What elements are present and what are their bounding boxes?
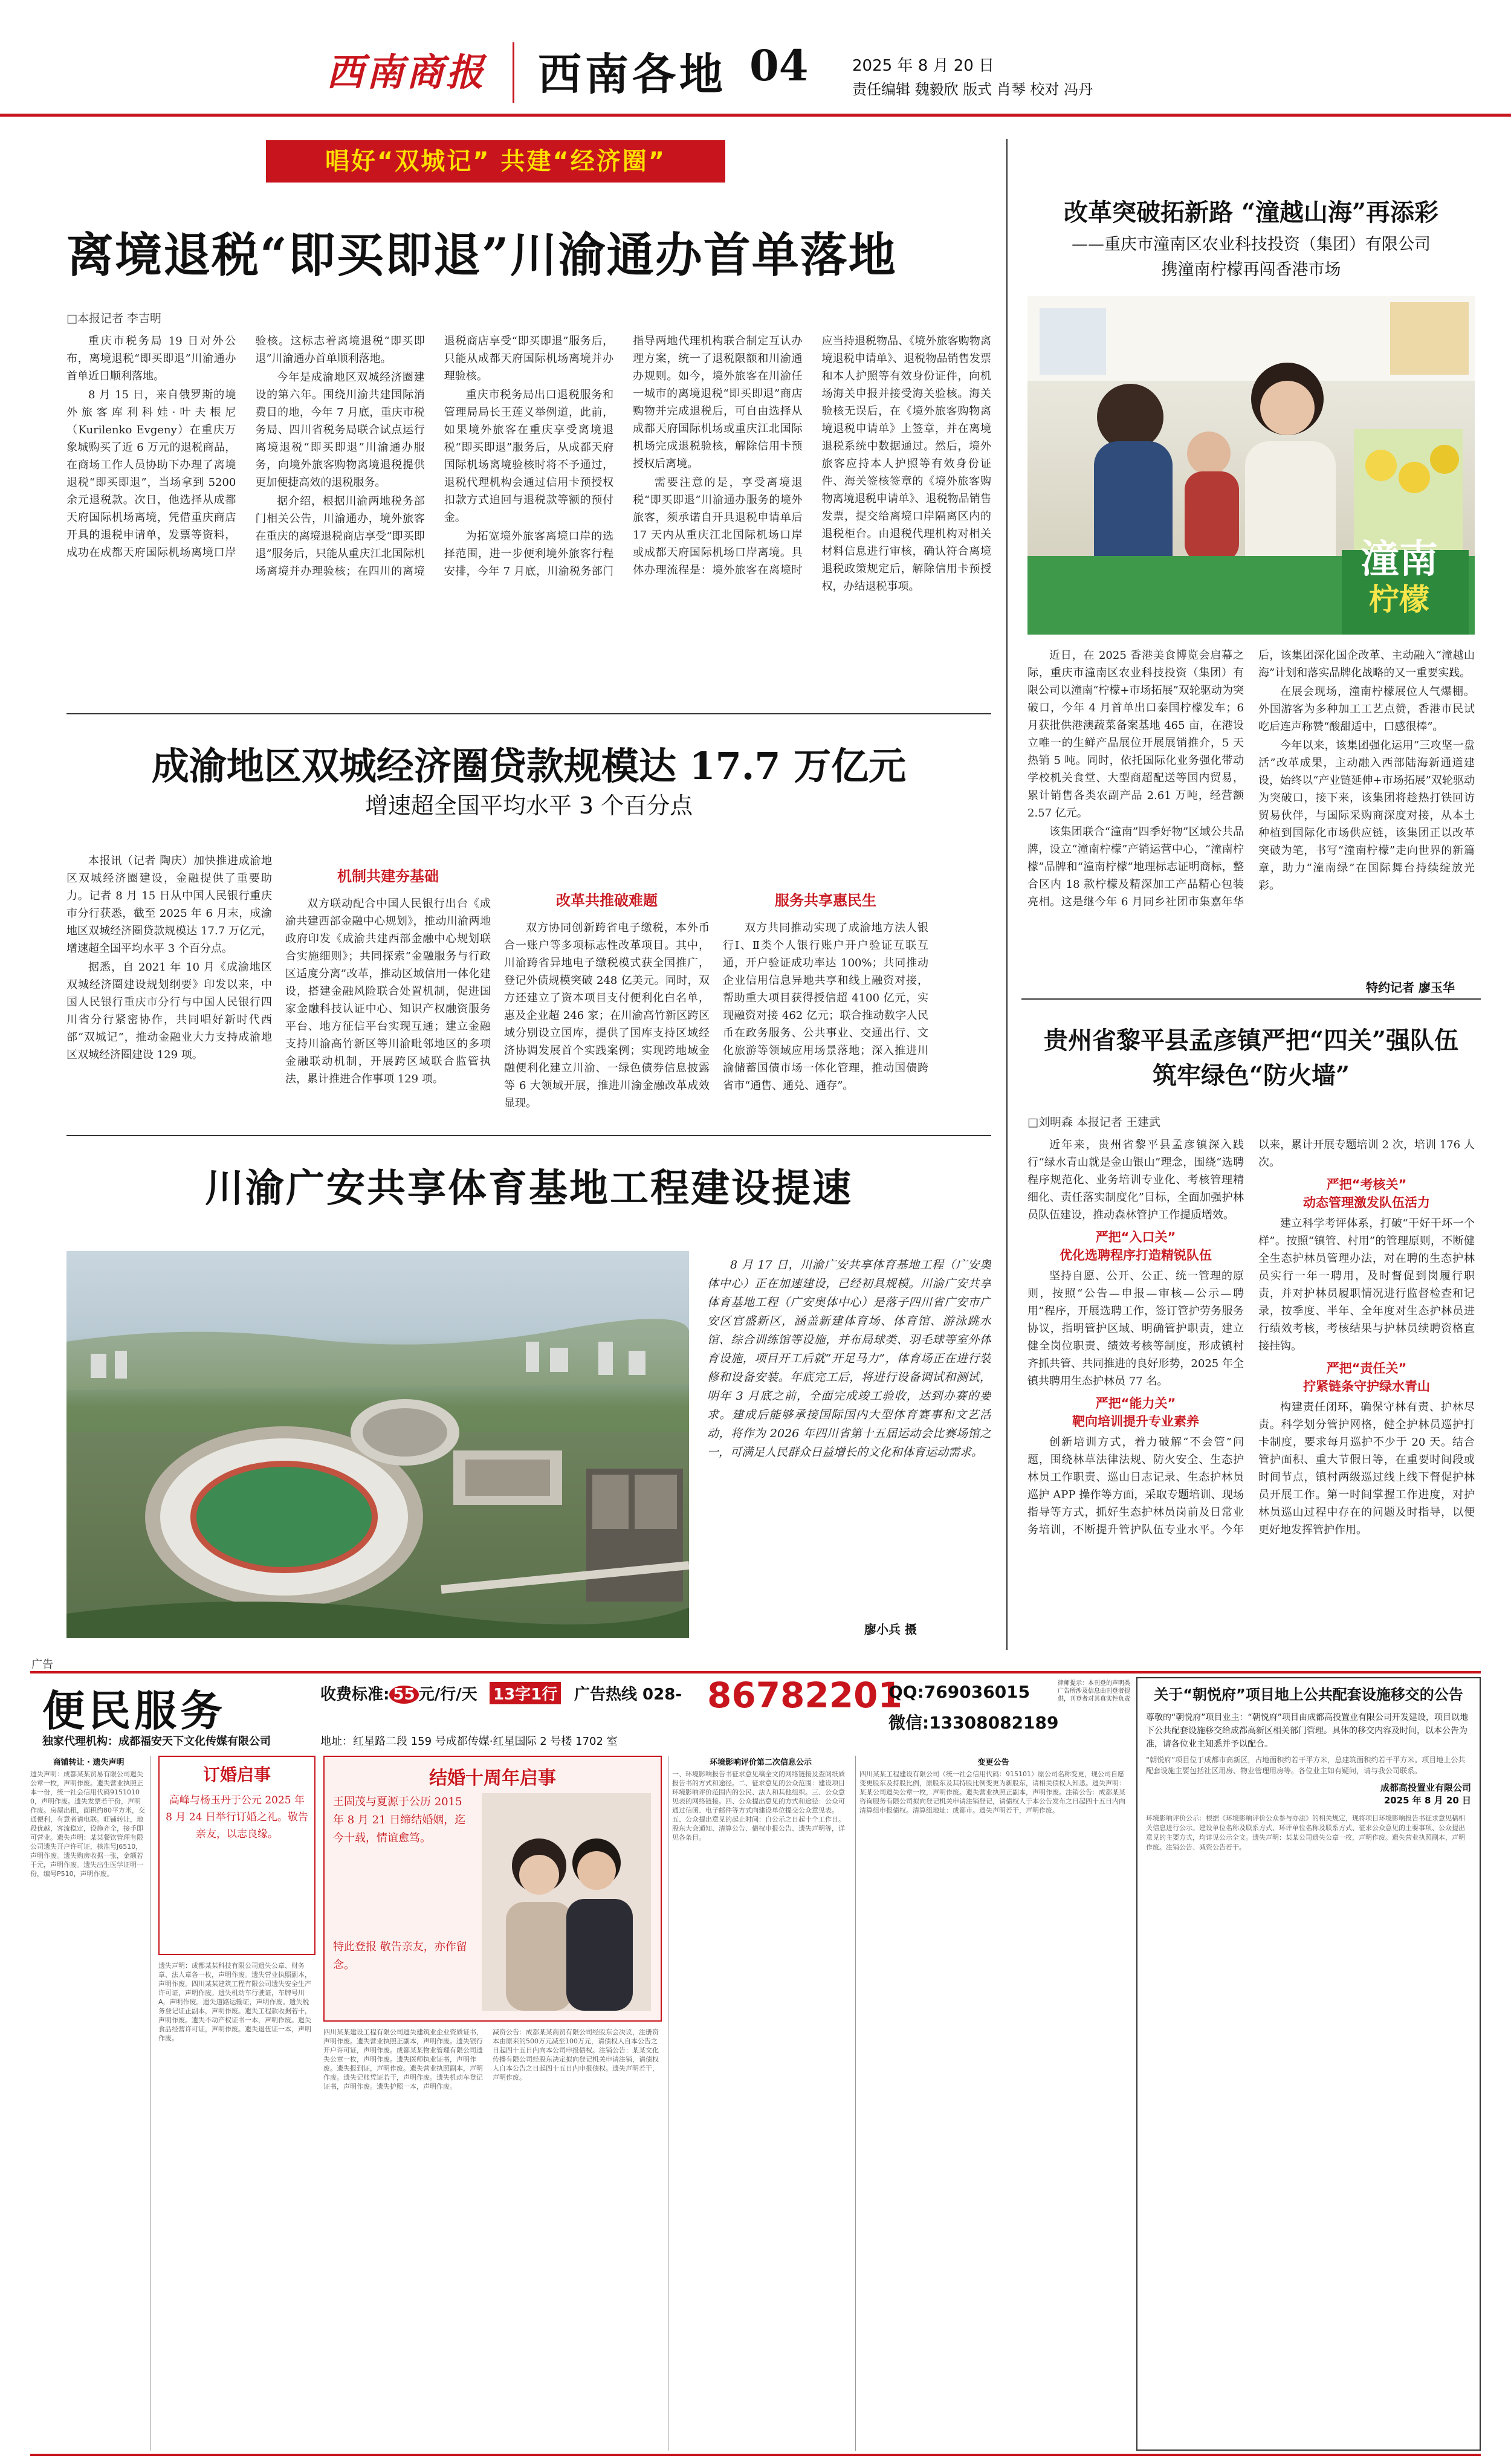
classified-column: 减资公告：成都某某商贸有限公司经股东会决议，注册资本由原来的500万元减至100万元，请债权人自本公告之日起四十五日内向本公司申报债权。注销公告：某某文化传播有限公司经股东决定拟向登记机关申请注销，请债权人自本公告之日起四十五日内申报债权。遗失声明若干，声明作废。 <box>493 2028 659 2081</box>
hotline-label: 广告热线 028- <box>574 1686 682 1704</box>
article1-para: 为拓宽境外旅客离境口岸的选择范围，进一步便利境外旅客行程安排，今年 7 月底，川渝税务部门指导两地代理机构联合制定互认办理方案，统一了退税限额和川渝通办规则。如今，境外旅客在川渝任一城市的离境退税“即买即退”商店购物并完成退税后，可自由选择从成都天府国际机场或重庆江北国际机场完成退税验核，解除信用卡预授权后离境。 <box>444 335 803 578</box>
engagement-notice <box>158 1756 315 1955</box>
price-unit: 元/行/天 <box>418 1686 477 1704</box>
divider <box>66 713 991 714</box>
section-head: 改革共推破难题 <box>556 892 658 909</box>
column-divider <box>1006 139 1008 1650</box>
env-notice-title: 环境影响评价第二次信息公示 <box>709 1758 812 1767</box>
price-box <box>320 1682 477 1704</box>
masthead-logo: 西南商报 <box>326 50 487 94</box>
section-head: 服务共享惠民生 <box>775 892 876 909</box>
ads-label: 广告 <box>31 1658 53 1671</box>
article5-body <box>1027 1136 1475 1632</box>
section-head: 机制共建夯基础 <box>337 868 439 885</box>
engagement-title: 订婚启事 <box>202 1765 271 1785</box>
divider <box>66 1135 991 1136</box>
article2-lead-para: 据悉，自 2021 年 10 月《成渝地区双城经济圈建设规划纲要》印发以来，中国人民银行重庆市分行与中国人民银行四川省分行紧密协作，共同唱好新时代西部“双城记”，推动金融业大力支持成渝地区双城经济圈建设 129 项。 <box>66 961 272 1061</box>
service-title: 便民服务 <box>42 1686 226 1736</box>
section-text: 双方共同推动实现了成渝地方法人银行Ⅰ、Ⅱ类个人银行账户开户验证互联互通，开户验证成功率达 100%；共同推动企业信用信息异地共享和线上融资对接，帮助重大项目获得授信超 4100 亿元，实现融资对接 462 亿元；联合推动数字人民币在政务服务、公共事业、交通出行、文化旅游等领域应用场景落地；深入推进川渝储蓄国债市场一体化管理，推动国债跨省市“通售、通兑、通存”。 <box>723 922 928 1092</box>
article2-lead <box>66 852 272 1118</box>
handover-sign: 成都高投置业有限公司 <box>1380 1782 1471 1793</box>
change-notice-title: 变更公告 <box>977 1758 1009 1767</box>
price-value: 55 <box>389 1686 418 1704</box>
classified-column: 遗失声明：成都某某科技有限公司遗失公章、财务章、法人章各一枚，声明作废。遗失营业执照副本，声明作废。四川某某建筑工程有限公司遗失安全生产许可证，声明作废。遗失机动车行驶证，车牌号川A，声明作废。遗失道路运输证，声明作废。遗失税务登记证正副本，声明作废。遗失工程款收据若干，声明作废。遗失不动产权证书一本，声明作废。遗失食品经营许可证，声明作废。遗失退伍证一本，声明作废。 <box>158 1962 311 2042</box>
section-text: 双方协同创新跨省电子缴税，本外币合一账户等多项标志性改革项目。其中，川渝跨省异地电子缴税模式获全国推广，登记外债规模突破 248 亿美元。同时，双方还建立了资本项目支付便利化白名单，惠及企业超 246 家；在川渝高竹新区跨区域分别设立国库，提供了国库支持区域经济协调发展首个实践案例；实现跨地域金融便利化建立川渝、一绿色债券信息披露等 6 大领域开展，推进川渝金融改革成效显现。 <box>504 922 710 1110</box>
article1-para: 8 月 15 日，来自俄罗斯的境外旅客库利科娃·叶夫根尼（Kurilenko Evgeny）在重庆万象城购买了近 6 万元的退税商品，在商场工作人员协助下办理了离境退税“即买即退”，当场拿到 5200 余元退税款。次日，他选择从成都天府国际机场离境，凭借重庆商店开具的退税申请单，发票等资料，成功在成都天府国际机场离境口岸验核。这标志着离境退税“即买即退”川渝通办首单顺利落地。 <box>66 335 425 559</box>
section-head: 严把“责任关” <box>1326 1361 1407 1376</box>
classified-heading: 商铺转让 · 遗失声明 <box>53 1758 125 1767</box>
ads-address: 地址：红星路二段 159 号成都传媒·红星国际 2 号楼 1702 室 <box>320 1735 618 1748</box>
article2-section <box>723 852 928 1118</box>
article4-credit: 特约记者 廖玉华 <box>1366 980 1455 995</box>
article5-byline: □刘明森 本报记者 王建武 <box>1027 1116 1161 1129</box>
stadium-illustration <box>66 1251 689 1638</box>
article4-subtitle: ——重庆市潼南区农业科技投资（集团）有限公司 <box>1072 235 1431 254</box>
price-label: 收费标准: <box>320 1686 390 1704</box>
article1-para: 重庆市税务局 19 日对外公布，离境退税“即买即退”川渝通办首单近日顺利落地。 <box>66 335 236 383</box>
article2-subtitle: 增速超全国平均水平 3 个百分点 <box>364 792 693 819</box>
classified-column: 变更公告 四川某某工程建设有限公司（统一社会信用代码：915101）原公司名称变更，现公司自愿变更股东及持股比例，原股东及其持股比例变更为新股东，请相关债权人知悉。遗失声明：某某公司遗失公章一枚，声明作废。遗失营业执照正副本，声明作废。注销公告：成都某某咨询服务有限公司拟向登记机关申请注销登记，请债权人于本公告发布之日起四十五日内向清算组申报债权。清算组地址：成都市。遗失声明若干，声明作废。 <box>855 1756 1127 2451</box>
article1-para: 据介绍，根据川渝两地税务部门相关公告，川渝通办，境外旅客在重庆的离境退税商店享受“即买即退”服务后，只能从重庆江北国际机场离境并办理验核；在四川的离境退税商店享受“即买即退”服务后，只能从成都天府国际机场离境并办理验核。 <box>255 335 614 578</box>
section-head: 严把“入口关” <box>1095 1230 1176 1244</box>
section-text: 双方联动配合中国人民银行出台《成渝共建西部金融中心规划》，推动川渝两地政府印发《成渝共建西部金融中心规划联合实施细则》；共同探索“金融服务与行政区适度分离”改革，推动区域信用一体化建设，搭建金融风险联合处置机制，促进国家金融科技认证中心、知识产权融资服务平台、地方征信平台实现互通；建立金融支持川渝高竹新区等川渝毗邻地区的多项金融联动机制，开展跨区域联合监管执法，累计推进合作事项 129 项。 <box>285 897 491 1085</box>
anniversary-title: 结婚十周年启事 <box>429 1768 556 1789</box>
article1-body <box>66 332 991 701</box>
article4-para: 今年以来，该集团强化运用“三攻坚一盘活”改革成果，主动融入西部陆海新通道建设，始终以“产业链延伸+市场拓展”双轮驱动为突破口，接下来，该集团将趁热打铁回访贸易伙伴，与国际采购商深度对接，从本土种植到国际化市场供应链，该集团正以改革突破为笔，书写“潼南柠檬”走向世界的新篇章，助力“潼南绿”在国际舞台持续绽放光彩。 <box>1258 739 1475 892</box>
ads-bottom-rule <box>30 2454 1481 2456</box>
section-title: 西南各地 <box>538 48 727 100</box>
handover-text: 尊敬的“朝悦府”项目业主：“朝悦府”项目由成都高投置业有限公司开发建设，项目以地下公共配套设施移交给成都高新区相关部门管理。具体的移交内容及时间，以本公告为准，请各位业主知悉并予以配合。 <box>1146 1713 1469 1749</box>
article2-section <box>285 852 491 1118</box>
article3-text: 8 月 17 日，川渝广安共享体育基地工程（广安奥体中心）正在加速建设，已经初具规模。川渝广安共享体育基地工程（广安奥体中心）是落子四川省广安市广安区官盛新区，涵盖新建体育场、体育馆、游泳跳水馆、综合训练馆等设施，并布局球类、羽毛球等室外体育设施，项目开工后就“开足马力”，体育场正在进行装修和设备安装。年底完工后，将进行设备调试和测试，明年 3 月底之前，全面完成竣工验收，达到办赛的要求。建成后能够承接国际国内大型体育赛事和文艺活动，将作为 2026 年四川省第十五届运动会比赛场馆之一，可满足人民群众日益增长的文化和体育运动需求。 <box>707 1258 991 1459</box>
article1-byline: □本报记者 李吉明 <box>66 312 161 325</box>
issue-date: 2025 年 8 月 20 日 <box>852 57 995 75</box>
article4-title: 改革突破拓新路 “潼越山海”再添彩 <box>1064 198 1438 227</box>
article2-title: 成渝地区双城经济圈贷款规模达 17.7 万亿元 <box>151 744 907 788</box>
section-text: 坚持自愿、公开、公正、统一管理的原则，按照“公告—申报—审核—公示—聘用”程序，开展选聘工作，签订管护劳务服务协议，指明管护区域、明确管护职责，建立健全岗位职责、绩效考核等制度，形成镇村齐抓共管、共同推进的良好形势，2025 年全镇共聘用生态护林员 77 名。 <box>1027 1270 1244 1388</box>
hotline-number: 86782201 <box>707 1675 902 1716</box>
price-note: 13字1行 <box>490 1682 561 1704</box>
article5-title2: 筑牢绿色“防火墙” <box>1152 1061 1350 1090</box>
article4-subtitle2: 携潼南柠檬再闯香港市场 <box>1161 260 1341 279</box>
section-head: 严把“考核关” <box>1326 1177 1407 1192</box>
handover-title: 关于“朝悦府”项目地上公共配套设施移交的公告 <box>1154 1686 1463 1703</box>
byline-box-icon: □ <box>66 312 77 325</box>
section-text: 建立科学考评体系，打破“干好干坏一个样”。按照“镇管、村用”的管理原则，不断健全生态护林员管理办法，对在聘的生态护林员实行一年一聘用，及时督促到岗履行职责，并对护林员履职情况进行监督检查和记录，按季度、半年、全年度对生态护林员进行绩效考核，考核结果与护林员续聘资格直接挂钩。 <box>1258 1217 1475 1353</box>
wechat-contact: 微信:13308082189 <box>888 1713 1059 1733</box>
editors-line: 责任编辑 魏毅欣 版式 肖琴 校对 冯丹 <box>852 81 1093 98</box>
lawyer-notice: 律师提示：本刊登的声明类广告所涉及信息由刊登者提供，刊登者对其真实性负责 <box>1058 1680 1130 1702</box>
section-subhead: 拧紧链条守护绿水青山 <box>1303 1379 1430 1394</box>
classified-column: 环境影响评价第二次信息公示 一、环境影响报告书征求意见稿全文的网络链接及查阅纸质报告书的方式和途径。二、征求意见的公众范围：建设项目环境影响评价范围内的公民、法人和其他组织。三、公众意见表的网络链接。四、公众提出意见的方式和途径：公众可通过信函、电子邮件等方式向建设单位提交公众意见表。五、公众提出意见的起止时间：自公示之日起十个工作日。股东大会通知、清算公告、债权申报公告、遗失声明等，详见各条目。 <box>668 1756 849 2451</box>
lemon-booth-photo <box>1027 296 1475 635</box>
article5-title: 贵州省黎平县孟彦镇严把“四关”强队伍 <box>1043 1026 1458 1055</box>
section-head: 严把“能力关” <box>1095 1396 1176 1411</box>
couple-photo <box>482 1793 651 2011</box>
article4-para: 近日，在 2025 香港美食博览会启幕之际，重庆市潼南区农业科技投资（集团）有限公司以潼南“柠檬+市场拓展”双轮驱动为突破口，今年 4 月首单出口泰国柠檬发车；6 月获批供港澳蔬菜备案基地 465 亩，在港设立唯一的生鲜产品展位开展展销推介，5 天热销 5 吨。同时，依托国际化业务强化带动学校机关食堂、大型商超配送等国内贸易，累计销售各类农副产品 2.61 万吨，经营额 2.57 亿元。 <box>1027 649 1244 820</box>
section-text: 创新培训方式，着力破解“不会管”问题，围绕林草法律法规、防火安全、生态护林员工作职责、巡山日志记录、生态护林员巡护 APP 操作等方面，采取专题培训、现场指导等方式，抓好生态护林员岗前及日常业务培训，不断提升管护队伍专业水平。今年以来，累计开展专题培训 2 次，培训 176 人次。 <box>1027 1139 1475 1536</box>
masthead-divider <box>513 42 514 103</box>
article4-para: 该集团联合“潼南”四季好物”区域公共品牌，设立“潼南柠檬”产销运营中心，“潼南柠檬”品牌和“潼南柠檬”地理标志证明商标，整合区内 18 款柠檬及精深加工产品精心包装亮相。这是继今年 6 月同乡社团市集嘉年华后，该集团深化国企改革、主动融入“潼越山海”计划和落实品牌化战略的又一重要实践。 <box>1027 649 1475 908</box>
article3-title: 川渝广安共享体育基地工程建设提速 <box>205 1166 853 1211</box>
page-number: 04 <box>749 40 809 91</box>
anniversary-note: 特此登报 敬告亲友，亦作留念。 <box>333 1941 467 1971</box>
article1-para: 重庆市税务局出口退税服务和管理局局长王莲义举例道，此前，如果境外旅客在重庆享受离境退税“即买即退”服务后，从成都天府国际机场离境验核时将不予通过，退税代理机构会通过信用卡预授权扣款方式追回与退税款等额的预付金。 <box>444 389 614 524</box>
masthead <box>0 0 1511 127</box>
theme-banner <box>266 140 725 183</box>
article3-credit: 廖小兵 摄 <box>864 1622 917 1637</box>
theme-banner-text: 唱好“双城记” 共建“经济圈” <box>325 147 667 175</box>
booth-sign <box>1330 538 1469 618</box>
article2-lead-para: 本报讯（记者 陶庆）加快推进成渝地区双城经济圈建设，金融提供了重要助力。记者 8 月 15 日从中国人民银行重庆市分行获悉，截至 2025 年 6 月末，成渝地区双城经济圈贷款规模达 17.7 万亿元，增速超全国平均水平 3 个百分点。 <box>66 855 272 955</box>
article1-para: 今年是成渝地区双城经济圈建设的第六年。围绕川渝共建国际消费目的地，今年 7 月底，重庆市税务局、四川省税务局联合试点运行离境退税“即买即退”川渝通办服务，向境外旅客购物离境退税提供更加便捷高效的退税服务。 <box>255 371 425 489</box>
classifieds-header <box>30 1677 1130 1750</box>
masthead-rule <box>0 114 1511 117</box>
anniversary-notice <box>323 1756 662 2022</box>
article3-body <box>707 1256 991 1612</box>
classified-column: 四川某某建设工程有限公司遗失建筑业企业资质证书，声明作废。遗失营业执照正副本，声明作废。遗失银行开户许可证，声明作废。成都某某物业管理有限公司遗失公章一枚，声明作废。遗失医师执业证书，声明作废。遗失报到证，声明作废。遗失营业执照副本，声明作废。遗失记账凭证若干，声明作废。遗失机动车登记证书，声明作废。遗失护照一本，声明作废。 <box>323 2028 483 2091</box>
classified-column: 商铺转让 · 遗失声明 遗失声明：成都某某贸易有限公司遗失公章一枚，声明作废。遗失营业执照正本一份，统一社会信用代码91510100，声明作废。遗失发票若干份，声明作废。房屋出租，面积约80平方米，交通便利，有意者请电联。旺铺转让，地段优越，客流稳定，设施齐全，接手即可营业。遗失声明：某某餐饮管理有限公司遗失开户许可证，核准号J6510，声明作废。遗失购房收据一张，金额若干元，声明作废。遗失出生医学证明一份，编号P510，声明作废。 <box>30 1756 151 2451</box>
byline-box-icon: □ <box>1027 1116 1038 1129</box>
article4-para: 在展会现场，潼南柠檬展位人气爆棚。外国游客为多种加工工艺点赞，香港市民试吃后连声称赞“酸甜适中，口感很棒”。 <box>1258 685 1475 733</box>
section-subhead: 动态管理激发队伍活力 <box>1303 1195 1430 1210</box>
divider <box>1021 998 1481 1000</box>
handover-date: 2025 年 8 月 20 日 <box>1383 1795 1471 1806</box>
section-subhead: 优化选聘程序打造精锐队伍 <box>1060 1248 1212 1263</box>
stadium-aerial-photo <box>66 1251 689 1638</box>
booth-sign-text2: 柠檬 <box>1369 582 1429 617</box>
agency-line: 独家代理机构：成都福安天下文化传媒有限公司 <box>42 1735 271 1748</box>
section-text: 构建责任闭环，确保守林有责、护林尽责。科学划分管护网格，健全护林员巡护打卡制度，要求每月巡护不少于 20 天。结合管护面积、重大节假日等，在重要时间段或时间节点，镇村两级巡过线上线下督促护林员开展工作。第一时间掌握工作进度，对护林员巡山过程中存在的问题及时指导，以便更好地发挥管护作用。 <box>1258 1401 1475 1536</box>
property-handover-notice: 关于“朝悦府”项目地上公共配套设施移交的公告 尊敬的“朝悦府”项目业主：“朝悦府”项目由成都高投置业有限公司开发建设，项目以地下公共配套设施移交给成都高新区相关部门管理。具体的移交内容及时间，以本公告为准，请各位业主知悉并予以配合。 “朝悦府”项目位于成都市高新区，占地面积约若干平方米，总建筑面积约若干平方米。项目地上公共配套设施主要包括社区用房、物业管理用房等。各位业主如有疑问，请与我公司联系。 成都高投置业有限公司 2025 年 8 月 20 日 环境影响评价公示：根据《环境影响评价公众参与办法》的相关规定，现将项目环境影响报告书征求意见稿相关信息进行公示。建设单位名称及联系方式、环评单位名称及联系方式、征求公众意见的主要事项、公众提出意见的主要方式，均详见公示全文。遗失声明：某某公司遗失公章一枚，声明作废。遗失营业执照副本，声明作废。注销公告、减资公告若干。 <box>1136 1677 1481 2451</box>
article1-para: 需要注意的是，享受离境退税“即买即退”川渝通办服务的境外旅客，须承诺自开具退税申请单后 17 天内从重庆江北国际机场口岸或成都天府国际机场口岸离境。具体办理流程是：境外旅客在离境时应当持退税物品、《境外旅客购物离境退税申请单》、退税物品销售发票和本人护照等有效身份证件，向机场海关申报并接受海关验核。海关验核无误后，在《境外旅客购物离境退税申请单》上签章，并在离境退税系统中数据通过。然后，境外旅客应持本人护照等有效身份证件、海关签核签章的《境外旅客购物离境退税申请单》、退税物品销售发票，提交给离境口岸隔离区内的退税柜台。由退税代理机构对相关材料信息进行审核，确认符合离境退税政策规定后，解除信用卡预授权，办结退税事项。 <box>633 335 991 593</box>
article5-lead: 近年来，贵州省黎平县孟彦镇深入践行“绿水青山就是金山银山”理念，围绕“选聘程序规范化、业务培训专业化、考核管理精细化、责任落实制度化”目标，全面加强护林员队伍建设，推动森林管护工作提质增效。 <box>1027 1139 1244 1221</box>
ads-top-rule <box>30 1671 1481 1673</box>
section-subhead: 靶向培训提升专业素养 <box>1072 1414 1199 1429</box>
qq-contact: QQ:769036015 <box>888 1682 1031 1702</box>
engagement-text: 高峰与杨玉丹于公元 2025 年 8 月 24 日举行订婚之礼。敬告亲友，以志良缘。 <box>166 1794 308 1840</box>
article2-section <box>504 852 710 1118</box>
article1-title: 离境退税“即买即退”川渝通办首单落地 <box>66 228 897 283</box>
article4-body <box>1027 647 1475 973</box>
booth-sign-text: 潼南 <box>1361 537 1438 582</box>
anniversary-text: 王固茂与夏源于公历 2015 年 8 月 21 日缔结婚姻，迄今十载，情谊愈笃。 <box>333 1796 466 1845</box>
